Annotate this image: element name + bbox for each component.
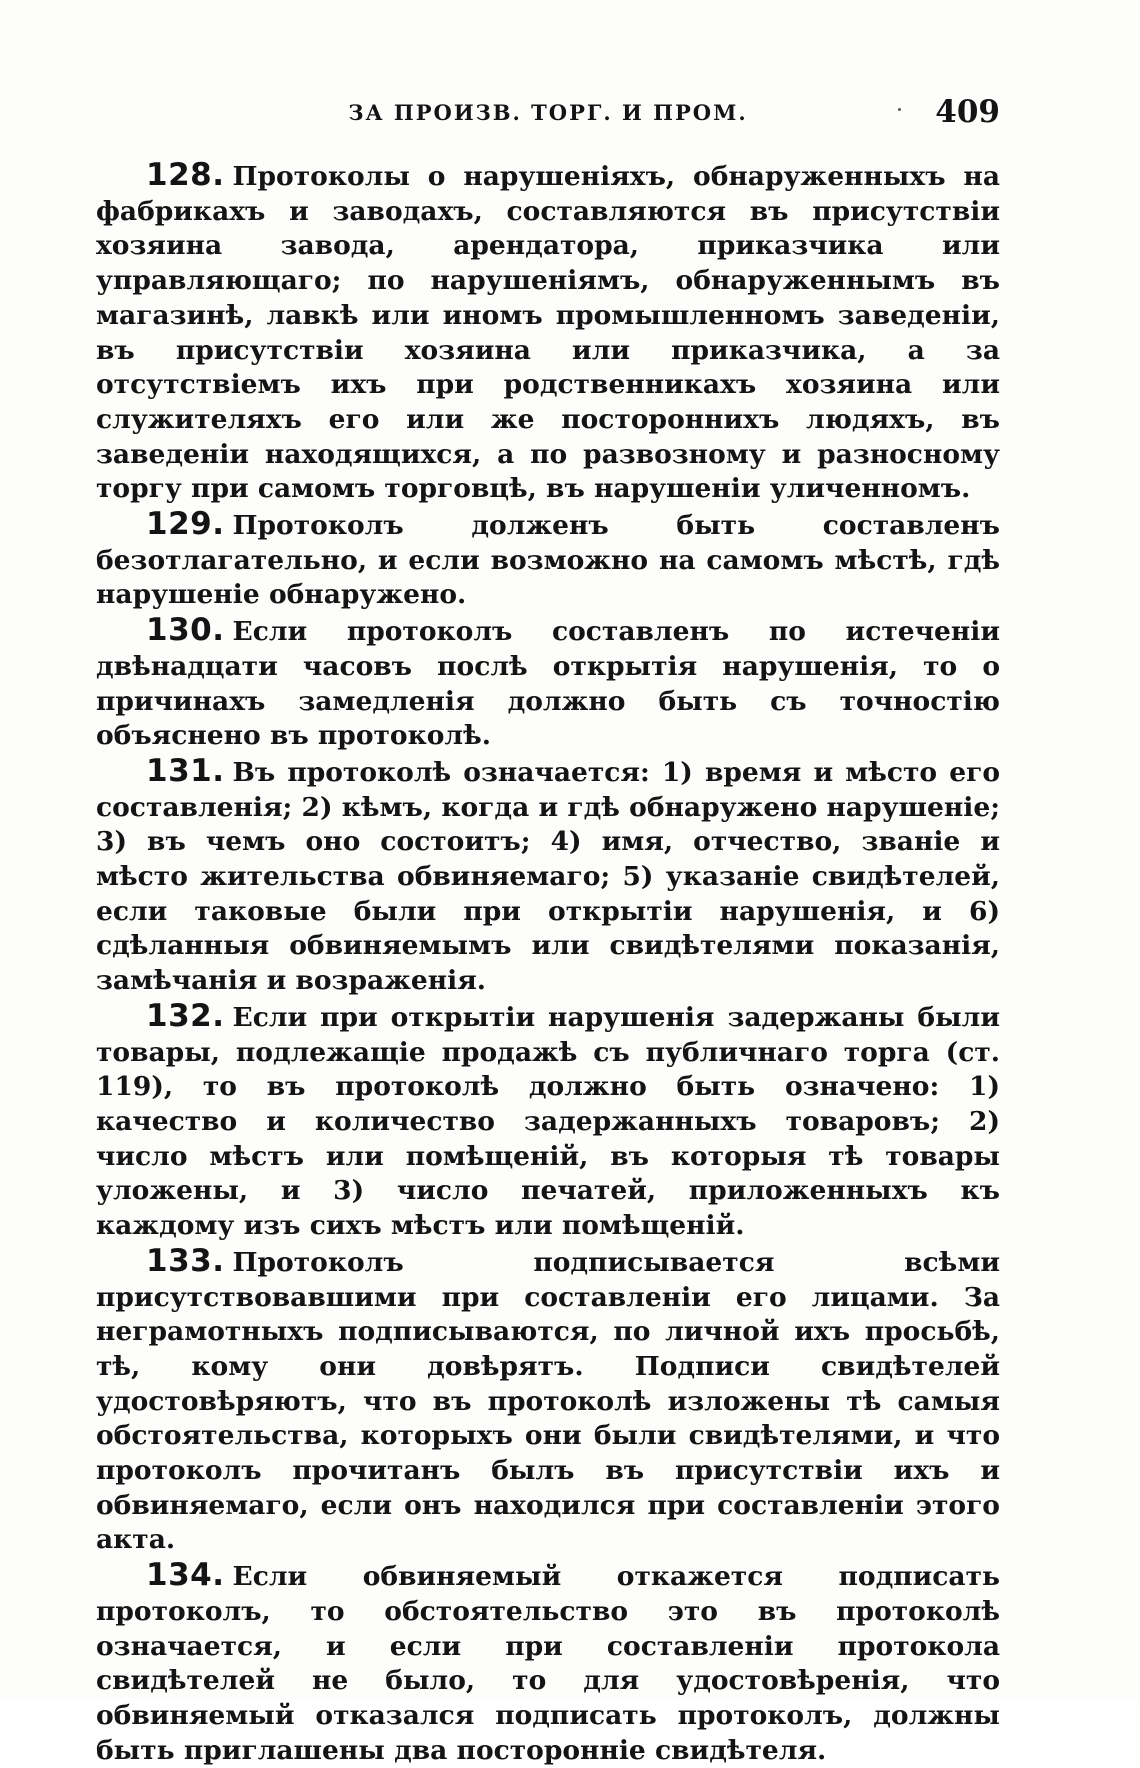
article-131 — [96, 754, 1000, 999]
article-text: Если при открытіи нарушенія задержаны были товары, подлежащіе продажѣ съ публичнаго торга (ст. 119), то въ протоколѣ должно быть означено: 1) качество и количество задержанныхъ товаровъ; 2) число мѣстъ или помѣщеній, въ которыя тѣ товары уложены, и 3) число печатей, приложенныхъ къ каждому изъ сихъ мѣстъ или помѣщеній. — [96, 1001, 1000, 1242]
article-130 — [96, 613, 1000, 754]
article-list — [96, 158, 1000, 1768]
article-number: 132. — [146, 997, 225, 1034]
article-number: 134. — [146, 1557, 225, 1594]
print-speck — [898, 108, 901, 111]
article-number: 133. — [146, 1242, 225, 1279]
running-header — [96, 94, 1000, 134]
article-text: Протоколъ подписывается всѣми присутствовавшими при составленіи его лицами. За неграмотныхъ подписываются, по личной ихъ просьбѣ, тѣ, кому они довѣрятъ. Подписи свидѣтелей удостовѣряютъ, что въ протоколѣ изложены тѣ самыя обстоятельства, которыхъ они были свидѣтелями, и что протоколъ прочитанъ былъ въ присутствіи ихъ и обвиняемаго, если онъ находился при составленіи этого акта. — [96, 1246, 1000, 1556]
article-text: Если протоколъ составленъ по истеченіи двѣнадцати часовъ послѣ открытія нарушенія, то о причинахъ замедленія должно быть съ точностію объяснено въ протоколѣ. — [96, 616, 1000, 752]
article-number: 130. — [146, 612, 225, 649]
article-text: Протоколъ долженъ быть составленъ безотлагательно, и если возможно на самомъ мѣстѣ, гдѣ нарушеніе обнаружено. — [96, 510, 1000, 611]
page-number: 409 — [935, 94, 1000, 130]
article-number: 131. — [146, 752, 225, 789]
article-text: Въ протоколѣ означается: 1) время и мѣсто его составленія; 2) кѣмъ, когда и гдѣ обнаружено нарушеніе; 3) въ чемъ оно состоитъ; 4) имя, отчество, званіе и мѣсто жительства обвиняемаго; 5) указаніе свидѣтелей, если таковые были при открытіи нарушенія, и 6) сдѣланныя обвиняемымъ или свидѣтелями показанія, замѣчанія и возраженія. — [96, 756, 1000, 997]
article-134 — [96, 1558, 1000, 1768]
article-text: Протоколы о нарушеніяхъ, обнаруженныхъ на фабрикахъ и заводахъ, составляются въ присутствіи хозяина завода, арендатора, приказчика или управляющаго; по нарушеніямъ, обнаруженнымъ въ магазинѣ, лавкѣ или иномъ промышленномъ заведеніи, въ присутствіи хозяина или приказчика, а за отсутствіемъ ихъ при родственникахъ хозяина или служителяхъ его или же постороннихъ людяхъ, въ заведеніи находящихся, а по развозному и разносному торгу при самомъ торговцѣ, въ нарушеніи уличенномъ. — [96, 161, 1000, 505]
article-128 — [96, 158, 1000, 507]
article-132 — [96, 999, 1000, 1244]
article-129 — [96, 507, 1000, 613]
article-133 — [96, 1244, 1000, 1558]
running-title: ЗА ПРОИЗВ. ТОРГ. И ПРОМ. — [348, 100, 748, 125]
article-text: Если обвиняемый откажется подписать протоколъ, то обстоятельство это въ протоколѣ означается, и если при составленіи протокола свидѣтелей не было, то для удостовѣренія, что обвиняемый отказался подписать протоколъ, должны быть приглашены два посторонніе свидѣтеля. — [96, 1561, 1000, 1766]
article-number: 129. — [146, 506, 225, 543]
article-number: 128. — [146, 157, 225, 193]
